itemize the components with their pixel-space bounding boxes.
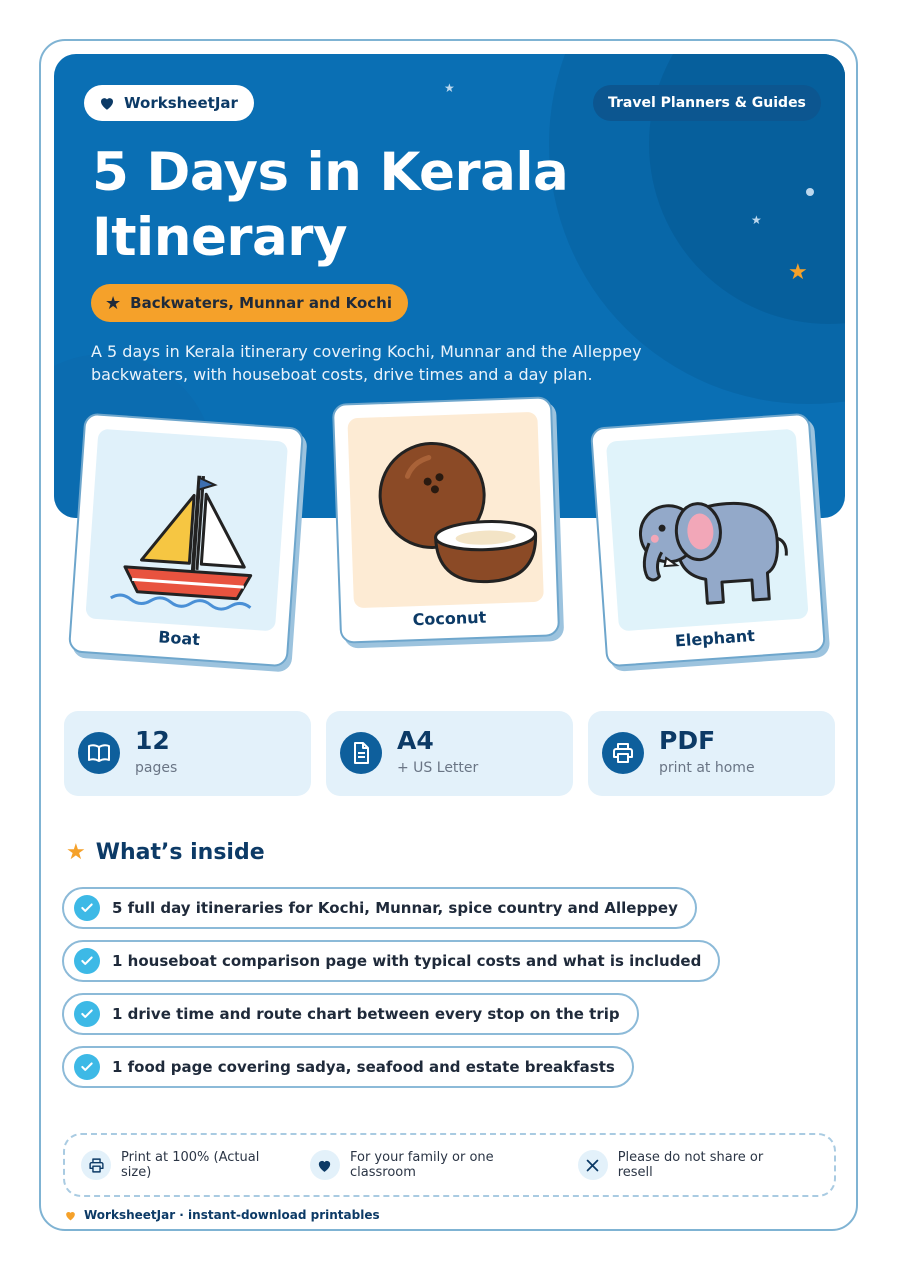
- usage-notes: [63, 1133, 836, 1197]
- dot-decor: [806, 188, 814, 196]
- boat-art: [85, 429, 288, 632]
- card-label: Boat: [157, 627, 201, 650]
- coconut-icon: [347, 412, 544, 609]
- list-item-text: 1 houseboat comparison page with typical costs and what is included: [112, 952, 702, 970]
- star-decor-icon: ★: [444, 81, 455, 95]
- note-text: Please do not share or resell: [617, 1150, 764, 1180]
- document-icon: [340, 732, 382, 774]
- note-no-share: [578, 1150, 790, 1180]
- list-item-text: 1 food page covering sadya, seafood and estate breakfasts: [112, 1058, 615, 1076]
- list-item: [62, 940, 720, 982]
- stat-format: [326, 711, 573, 796]
- list-item: [62, 887, 697, 929]
- printer-icon: [81, 1150, 111, 1180]
- stat-filetype: [588, 711, 835, 796]
- section-title: What’s inside: [95, 840, 265, 865]
- star-accent-icon: ★: [788, 260, 808, 285]
- check-icon: [74, 1001, 100, 1027]
- check-icon: [74, 1054, 100, 1080]
- subtitle-badge: [91, 284, 408, 322]
- star-decor-icon: ★: [751, 213, 762, 227]
- page-title: 5 Days in Kerala Itinerary: [92, 142, 569, 268]
- list-item: [62, 1046, 634, 1088]
- stat-caption: print at home: [659, 760, 755, 776]
- star-icon: ★: [105, 292, 122, 314]
- footer-brand-text: WorksheetJar · instant-download printables: [84, 1208, 380, 1222]
- note-print: [81, 1150, 282, 1180]
- category-label: Travel Planners & Guides: [608, 95, 806, 111]
- coconut-art: [347, 412, 544, 609]
- elephant-icon: [606, 429, 809, 632]
- brand-badge: [84, 85, 254, 121]
- card-label: Elephant: [674, 625, 756, 651]
- list-item-text: 1 drive time and route chart between every stop on the trip: [112, 1005, 620, 1023]
- heart-icon: [98, 94, 116, 112]
- stat-value: 12: [135, 726, 170, 755]
- list-item: [62, 993, 639, 1035]
- page-description: A 5 days in Kerala itinerary covering Kochi, Munnar and the Alleppey backwaters, with houseboat costs, drive times and a day plan.: [91, 342, 642, 384]
- printer-icon: [602, 732, 644, 774]
- note-text: Print at 100% (Actual size): [121, 1150, 260, 1180]
- whats-inside-heading: [66, 840, 265, 865]
- brand-name: WorksheetJar: [124, 94, 238, 112]
- check-icon: [74, 895, 100, 921]
- card-coconut: [332, 396, 560, 644]
- footer-brand-line: [64, 1208, 380, 1222]
- stat-value: A4: [397, 726, 434, 755]
- category-badge: [593, 85, 821, 121]
- list-item-text: 5 full day itineraries for Kochi, Munnar, spice country and Alleppey: [112, 899, 678, 917]
- book-icon: [78, 732, 120, 774]
- check-icon: [74, 948, 100, 974]
- note-license: [310, 1150, 550, 1180]
- elephant-art: [606, 429, 809, 632]
- stat-pages: [64, 711, 311, 796]
- heart-icon: [310, 1150, 340, 1180]
- subtitle-text: Backwaters, Munnar and Kochi: [130, 294, 392, 312]
- stat-value: PDF: [659, 726, 716, 755]
- close-icon: [578, 1150, 608, 1180]
- card-elephant: [590, 413, 826, 668]
- stat-caption: pages: [135, 760, 178, 776]
- sailboat-icon: [85, 429, 288, 632]
- star-icon: ★: [66, 840, 86, 865]
- card-boat: [68, 413, 304, 668]
- heart-icon: [64, 1209, 77, 1222]
- stat-caption: + US Letter: [397, 760, 479, 776]
- note-text: For your family or one classroom: [349, 1150, 494, 1180]
- card-label: Coconut: [412, 607, 487, 630]
